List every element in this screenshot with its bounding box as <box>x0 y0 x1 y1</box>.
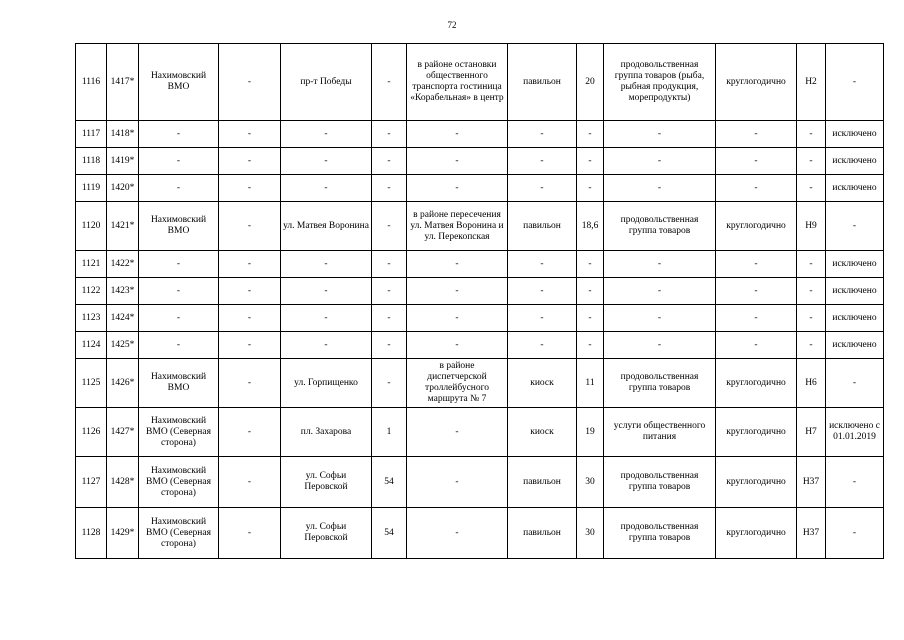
cell-scheme-code: - <box>797 175 826 202</box>
cell-specialization: продовольственная группа товаров <box>604 508 716 559</box>
cell-row-number: 1116 <box>76 44 107 121</box>
cell-note: - <box>826 44 884 121</box>
cell-object-number: 1420* <box>107 175 139 202</box>
cell-object-type: - <box>508 148 577 175</box>
cell-scheme-code: - <box>797 251 826 278</box>
cell-address-street: - <box>281 175 372 202</box>
cell-address-street: - <box>281 121 372 148</box>
cell-scheme-code: Н37 <box>797 508 826 559</box>
cell-district: Нахимовский ВМО (Северная сторона) <box>139 408 219 457</box>
cell-note: - <box>826 359 884 408</box>
cell-district: - <box>139 121 219 148</box>
table-row <box>76 457 884 508</box>
cell-row-number: 1117 <box>76 121 107 148</box>
cell-scheme-code: - <box>797 278 826 305</box>
cell-street-category: - <box>219 175 281 202</box>
cell-row-number: 1126 <box>76 408 107 457</box>
cell-area: - <box>577 305 604 332</box>
table-row <box>76 175 884 202</box>
cell-street-category: - <box>219 44 281 121</box>
cell-address-street: ул. Матвея Воронина <box>281 202 372 251</box>
cell-object-type: - <box>508 305 577 332</box>
cell-period: - <box>716 175 797 202</box>
cell-object-type: - <box>508 121 577 148</box>
cell-scheme-code: Н9 <box>797 202 826 251</box>
cell-specialization: продовольственная группа товаров <box>604 202 716 251</box>
cell-area: 30 <box>577 508 604 559</box>
cell-object-type: павильон <box>508 457 577 508</box>
cell-object-number: 1418* <box>107 121 139 148</box>
cell-period: круглогодично <box>716 44 797 121</box>
table-row <box>76 359 884 408</box>
cell-note: исключено <box>826 148 884 175</box>
cell-address-street: - <box>281 305 372 332</box>
cell-note: - <box>826 508 884 559</box>
cell-row-number: 1125 <box>76 359 107 408</box>
cell-specialization: - <box>604 121 716 148</box>
cell-address-street: ул. Софьи Перовской <box>281 508 372 559</box>
cell-district: - <box>139 148 219 175</box>
cell-row-number: 1124 <box>76 332 107 359</box>
cell-street-category: - <box>219 408 281 457</box>
cell-area: - <box>577 332 604 359</box>
cell-object-type: павильон <box>508 44 577 121</box>
cell-specialization: - <box>604 305 716 332</box>
cell-object-number: 1419* <box>107 148 139 175</box>
cell-period: - <box>716 121 797 148</box>
cell-area: - <box>577 251 604 278</box>
cell-street-category: - <box>219 457 281 508</box>
cell-location-description: - <box>407 251 508 278</box>
cell-district: - <box>139 175 219 202</box>
cell-period: - <box>716 278 797 305</box>
table-row <box>76 121 884 148</box>
page-number: 72 <box>447 20 457 30</box>
cell-row-number: 1119 <box>76 175 107 202</box>
cell-address-street: - <box>281 251 372 278</box>
cell-address-street: пр-т Победы <box>281 44 372 121</box>
cell-location-description: в районе остановки общественного транспорта гостиница «Корабельная» в центр <box>407 44 508 121</box>
cell-row-number: 1118 <box>76 148 107 175</box>
table-row <box>76 44 884 121</box>
cell-scheme-code: - <box>797 148 826 175</box>
cell-note: - <box>826 457 884 508</box>
cell-object-type: киоск <box>508 408 577 457</box>
cell-object-type: павильон <box>508 202 577 251</box>
cell-location-description: - <box>407 457 508 508</box>
cell-period: круглогодично <box>716 408 797 457</box>
cell-specialization: - <box>604 148 716 175</box>
cell-object-number: 1423* <box>107 278 139 305</box>
cell-object-number: 1424* <box>107 305 139 332</box>
cell-scheme-code: - <box>797 305 826 332</box>
cell-street-category: - <box>219 359 281 408</box>
table-row <box>76 408 884 457</box>
cell-specialization: - <box>604 251 716 278</box>
cell-object-number: 1421* <box>107 202 139 251</box>
cell-street-category: - <box>219 332 281 359</box>
cell-area: 30 <box>577 457 604 508</box>
cell-note: исключено <box>826 305 884 332</box>
cell-scheme-code: Н6 <box>797 359 826 408</box>
cell-note: исключено <box>826 121 884 148</box>
cell-location-description: - <box>407 121 508 148</box>
cell-scheme-code: Н37 <box>797 457 826 508</box>
cell-specialization: - <box>604 332 716 359</box>
cell-area: 18,6 <box>577 202 604 251</box>
cell-location-description: - <box>407 148 508 175</box>
cell-area: - <box>577 278 604 305</box>
cell-location-description: - <box>407 332 508 359</box>
cell-row-number: 1123 <box>76 305 107 332</box>
cell-house-number: 54 <box>372 508 407 559</box>
cell-house-number: - <box>372 359 407 408</box>
cell-row-number: 1128 <box>76 508 107 559</box>
cell-address-street: - <box>281 278 372 305</box>
cell-address-street: пл. Захарова <box>281 408 372 457</box>
table-row <box>76 251 884 278</box>
cell-object-number: 1422* <box>107 251 139 278</box>
cell-district: - <box>139 305 219 332</box>
cell-object-type: - <box>508 251 577 278</box>
cell-row-number: 1121 <box>76 251 107 278</box>
cell-location-description: - <box>407 305 508 332</box>
cell-specialization: продовольственная группа товаров (рыба, рыбная продукция, морепродукты) <box>604 44 716 121</box>
cell-area: 11 <box>577 359 604 408</box>
cell-row-number: 1127 <box>76 457 107 508</box>
table-row <box>76 202 884 251</box>
cell-area: - <box>577 175 604 202</box>
cell-house-number: - <box>372 148 407 175</box>
cell-district: Нахимовский ВМО <box>139 359 219 408</box>
cell-area: - <box>577 121 604 148</box>
cell-street-category: - <box>219 508 281 559</box>
cell-period: - <box>716 332 797 359</box>
cell-district: Нахимовский ВМО <box>139 202 219 251</box>
cell-location-description: - <box>407 408 508 457</box>
cell-location-description: - <box>407 175 508 202</box>
table-row <box>76 305 884 332</box>
cell-specialization: продовольственная группа товаров <box>604 359 716 408</box>
cell-house-number: - <box>372 278 407 305</box>
cell-house-number: - <box>372 332 407 359</box>
cell-district: Нахимовский ВМО (Северная сторона) <box>139 457 219 508</box>
cell-street-category: - <box>219 148 281 175</box>
cell-scheme-code: Н2 <box>797 44 826 121</box>
cell-address-street: ул. Горпищенко <box>281 359 372 408</box>
cell-house-number: 1 <box>372 408 407 457</box>
cell-district: - <box>139 332 219 359</box>
cell-street-category: - <box>219 202 281 251</box>
cell-object-number: 1425* <box>107 332 139 359</box>
cell-district: - <box>139 278 219 305</box>
cell-district: Нахимовский ВМО <box>139 44 219 121</box>
cell-period: - <box>716 251 797 278</box>
cell-object-number: 1428* <box>107 457 139 508</box>
cell-address-street: - <box>281 332 372 359</box>
cell-area: 19 <box>577 408 604 457</box>
cell-note: - <box>826 202 884 251</box>
cell-street-category: - <box>219 278 281 305</box>
cell-district: Нахимовский ВМО (Северная сторона) <box>139 508 219 559</box>
cell-house-number: - <box>372 175 407 202</box>
cell-specialization: продовольственная группа товаров <box>604 457 716 508</box>
cell-district: - <box>139 251 219 278</box>
cell-scheme-code: - <box>797 121 826 148</box>
cell-note: исключено <box>826 332 884 359</box>
cell-street-category: - <box>219 251 281 278</box>
cell-object-type: - <box>508 332 577 359</box>
cell-period: круглогодично <box>716 202 797 251</box>
cell-area: 20 <box>577 44 604 121</box>
cell-period: - <box>716 148 797 175</box>
cell-address-street: - <box>281 148 372 175</box>
cell-house-number: - <box>372 121 407 148</box>
cell-location-description: в районе диспетчерской троллейбусного маршрута № 7 <box>407 359 508 408</box>
cell-street-category: - <box>219 121 281 148</box>
cell-object-number: 1426* <box>107 359 139 408</box>
cell-period: круглогодично <box>716 359 797 408</box>
cell-object-number: 1429* <box>107 508 139 559</box>
cell-house-number: - <box>372 44 407 121</box>
table-row <box>76 278 884 305</box>
table-row <box>76 508 884 559</box>
cell-specialization: - <box>604 175 716 202</box>
cell-note: исключено <box>826 251 884 278</box>
cell-house-number: 54 <box>372 457 407 508</box>
table-row <box>76 148 884 175</box>
cell-specialization: услуги общественного питания <box>604 408 716 457</box>
cell-note: исключено с 01.01.2019 <box>826 408 884 457</box>
cell-area: - <box>577 148 604 175</box>
cell-period: круглогодично <box>716 508 797 559</box>
cell-scheme-code: - <box>797 332 826 359</box>
cell-house-number: - <box>372 202 407 251</box>
cell-object-type: - <box>508 278 577 305</box>
cell-scheme-code: Н7 <box>797 408 826 457</box>
cell-location-description: - <box>407 278 508 305</box>
cell-note: исключено <box>826 175 884 202</box>
cell-location-description: - <box>407 508 508 559</box>
cell-house-number: - <box>372 251 407 278</box>
cell-object-type: павильон <box>508 508 577 559</box>
cell-house-number: - <box>372 305 407 332</box>
cell-object-number: 1427* <box>107 408 139 457</box>
registry-table <box>75 43 884 559</box>
cell-period: - <box>716 305 797 332</box>
cell-street-category: - <box>219 305 281 332</box>
cell-period: круглогодично <box>716 457 797 508</box>
table-row <box>76 332 884 359</box>
cell-object-type: - <box>508 175 577 202</box>
cell-row-number: 1120 <box>76 202 107 251</box>
cell-specialization: - <box>604 278 716 305</box>
cell-location-description: в районе пересечения ул. Матвея Воронина и ул. Перекопская <box>407 202 508 251</box>
cell-object-type: киоск <box>508 359 577 408</box>
cell-row-number: 1122 <box>76 278 107 305</box>
cell-address-street: ул. Софьи Перовской <box>281 457 372 508</box>
cell-note: исключено <box>826 278 884 305</box>
cell-object-number: 1417* <box>107 44 139 121</box>
